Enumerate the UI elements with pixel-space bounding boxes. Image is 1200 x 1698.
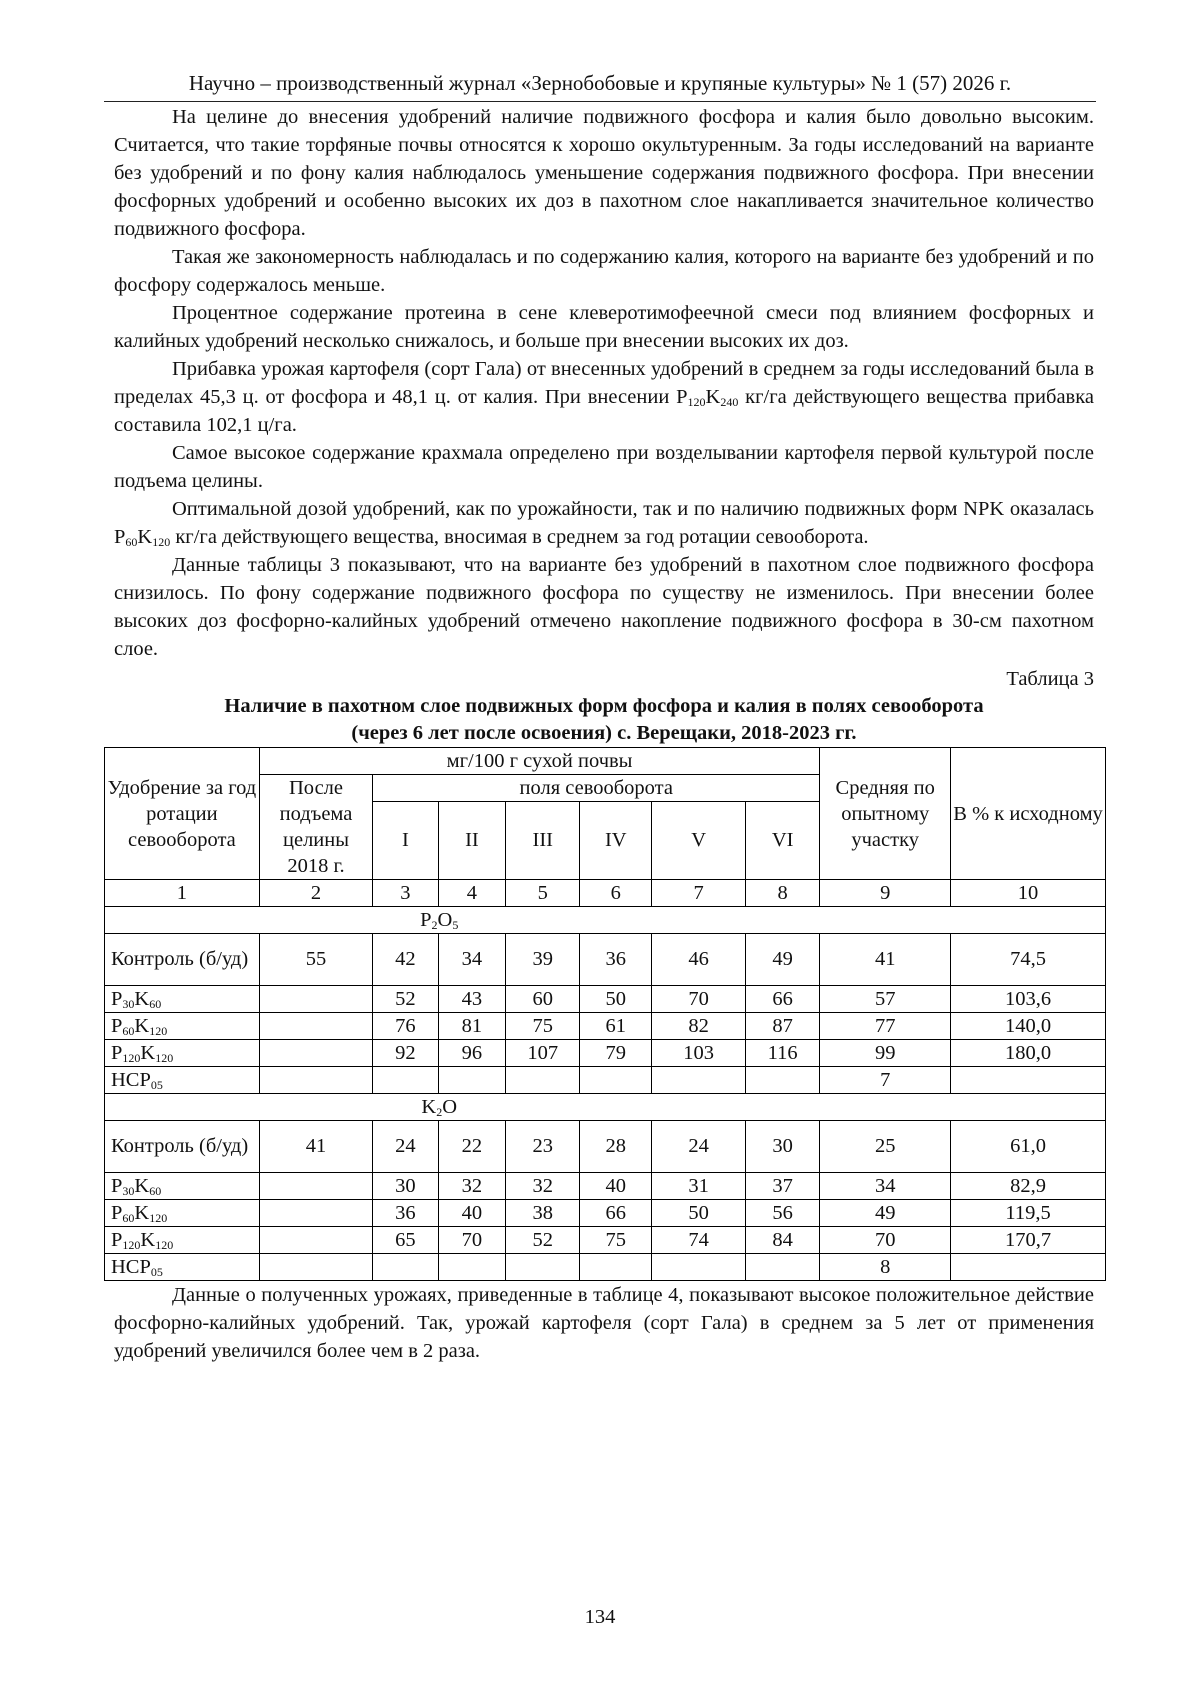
- column-number: 8: [746, 880, 820, 907]
- field-value-cell: 66: [746, 986, 820, 1013]
- section-header-row: [105, 907, 1106, 934]
- average-cell: 70: [820, 1227, 951, 1254]
- field-value-cell: 31: [652, 1173, 746, 1200]
- average-cell: 41: [820, 934, 951, 986]
- field-value-cell: 38: [506, 1200, 580, 1227]
- column-number: 1: [105, 880, 260, 907]
- field-value-cell: 34: [438, 934, 506, 986]
- paragraph: На целине до внесения удобрений наличие подвижного фосфора и калия было довольно высоким. Считается, что такие торфяные почвы относятся к хорошо окультуренным. За годы исследований на варианте без удобрений и по фону калия наблюдалось уменьшение содержания подвижного фосфора. При внесении фосфорных удобрений и особенно высоких их доз в пахотном слое накапливается значительное количество подвижного фосфора.: [114, 106, 1094, 240]
- fertilizer-cell: $P_{60}K_{120}$: [105, 1013, 260, 1040]
- initial-value-cell: [259, 1227, 372, 1254]
- paragraph: Процентное содержание протеина в сене клеверотимофеечной смеси под влиянием фосфорных и калийных удобрений несколько снижалось, и больше при внесении высоких их доз.: [114, 302, 1094, 352]
- field-value-cell: 28: [580, 1121, 652, 1173]
- percent-cell: 170,7: [951, 1227, 1106, 1254]
- field-value-cell: 70: [438, 1227, 506, 1254]
- field-value-cell: 61: [580, 1013, 652, 1040]
- header-average: Средняя по опытному участку: [820, 748, 951, 880]
- field-value-cell: 81: [438, 1013, 506, 1040]
- field-value-cell: 32: [506, 1173, 580, 1200]
- table-title: [104, 693, 1104, 747]
- field-value-cell: 52: [506, 1227, 580, 1254]
- average-cell: 99: [820, 1040, 951, 1067]
- table-row: [105, 1067, 1106, 1094]
- field-value-cell: 82: [652, 1013, 746, 1040]
- table-label: Таблица 3: [1006, 668, 1094, 690]
- field-value-cell: 56: [746, 1200, 820, 1227]
- field-value-cell: [580, 1254, 652, 1281]
- fertilizer-cell: $P_{30}K_{60}$: [105, 1173, 260, 1200]
- initial-value-cell: [259, 1013, 372, 1040]
- average-cell: 77: [820, 1013, 951, 1040]
- percent-cell: 140,0: [951, 1013, 1106, 1040]
- field-value-cell: 79: [580, 1040, 652, 1067]
- soil-nutrient-table: [104, 747, 1106, 1281]
- field-value-cell: 87: [746, 1013, 820, 1040]
- fertilizer-cell: Контроль (б/уд): [105, 934, 260, 986]
- fertilizer-cell: $P_{60}K_{120}$: [105, 1200, 260, 1227]
- field-value-cell: 70: [652, 986, 746, 1013]
- percent-cell: 103,6: [951, 986, 1106, 1013]
- average-cell: 34: [820, 1173, 951, 1200]
- table-row: [105, 1227, 1106, 1254]
- field-value-cell: 74: [652, 1227, 746, 1254]
- header-field: II: [438, 802, 506, 880]
- article-body: [107, 103, 1103, 1365]
- header-percent: В % к исходному: [951, 748, 1106, 880]
- fertilizer-cell: $P_{30}K_{60}$: [105, 986, 260, 1013]
- paragraph: Самое высокое содержание крахмала определено при возделывании картофеля первой культурой после подъема целины.: [114, 442, 1094, 492]
- field-value-cell: 75: [506, 1013, 580, 1040]
- field-value-cell: [506, 1254, 580, 1281]
- field-value-cell: 107: [506, 1040, 580, 1067]
- field-value-cell: 49: [746, 934, 820, 986]
- field-value-cell: 40: [438, 1200, 506, 1227]
- fertilizer-cell: $P_{120}K_{120}$: [105, 1227, 260, 1254]
- header-divider: [104, 101, 1096, 102]
- average-cell: 57: [820, 986, 951, 1013]
- table-row: [105, 1013, 1106, 1040]
- initial-value-cell: [259, 986, 372, 1013]
- table-sections: [105, 907, 1106, 1281]
- paragraph: Данные таблицы 3 показывают, что на варианте без удобрений в пахотном слое подвижного фосфора снизилось. По фону содержание подвижного фосфора по существу не изменилось. При внесении более высоких доз фосфорно-калийных удобрений отмечено накопление подвижного фосфора в 30-см пахотном слое.: [114, 554, 1094, 660]
- initial-value-cell: [259, 1173, 372, 1200]
- section-name: $K_2O$: [373, 1094, 506, 1121]
- field-value-cell: 46: [652, 934, 746, 986]
- field-value-cell: 43: [438, 986, 506, 1013]
- field-value-cell: 103: [652, 1040, 746, 1067]
- paragraph: Данные о полученных урожаях, приведенные в таблице 4, показывают высокое положительное действие фосфорно-калийных удобрений. Так, урожай картофеля (сорт Гала) в среднем за 5 лет от применения удобрений увеличился более чем в 2 раза.: [114, 1284, 1094, 1362]
- paragraph: Прибавка урожая картофеля (сорт Гала) от внесенных удобрений в среднем за годы исследований была в пределах 45,3 ц. от фосфора и 48,1 ц. от калия. При внесении $P_{120}K_{240}$ кг/га действующего вещества прибавка составила 102,1 ц/га.: [114, 358, 1094, 436]
- column-number: 10: [951, 880, 1106, 907]
- table-row: [105, 1040, 1106, 1067]
- field-value-cell: 36: [580, 934, 652, 986]
- field-value-cell: 24: [652, 1121, 746, 1173]
- field-value-cell: 96: [438, 1040, 506, 1067]
- fertilizer-cell: $P_{120}K_{120}$: [105, 1040, 260, 1067]
- table-row: [105, 1121, 1106, 1173]
- field-value-cell: 30: [746, 1121, 820, 1173]
- table-title-line: Наличие в пахотном слое подвижных форм фосфора и калия в полях севооборота: [224, 695, 984, 717]
- field-value-cell: 37: [746, 1173, 820, 1200]
- column-number: 9: [820, 880, 951, 907]
- percent-cell: [951, 1254, 1106, 1281]
- percent-cell: 74,5: [951, 934, 1106, 986]
- table-row: [105, 934, 1106, 986]
- fertilizer-cell: $НСР_{05}$: [105, 1254, 260, 1281]
- page-number: 134: [584, 1606, 616, 1628]
- field-value-cell: 36: [373, 1200, 438, 1227]
- initial-value-cell: [259, 1200, 372, 1227]
- initial-value-cell: [259, 1254, 372, 1281]
- header-field: I: [373, 802, 438, 880]
- column-number: 5: [506, 880, 580, 907]
- field-value-cell: 50: [580, 986, 652, 1013]
- field-value-cell: 39: [506, 934, 580, 986]
- paragraph: Оптимальной дозой удобрений, как по урожайности, так и по наличию подвижных форм NPK оказалась $P_{60}K_{120}$ кг/га действующего вещества, вносимая в среднем за год ротации севооборота.: [114, 498, 1094, 549]
- field-value-cell: 66: [580, 1200, 652, 1227]
- header-field: V: [652, 802, 746, 880]
- percent-cell: 180,0: [951, 1040, 1106, 1067]
- initial-value-cell: 41: [259, 1121, 372, 1173]
- header-after-lifting: После подъема целины 2018 г.: [259, 775, 372, 880]
- field-value-cell: 84: [746, 1227, 820, 1254]
- average-cell: 25: [820, 1121, 951, 1173]
- field-value-cell: 40: [580, 1173, 652, 1200]
- header-field: IV: [580, 802, 652, 880]
- field-value-cell: 60: [506, 986, 580, 1013]
- average-cell: 7: [820, 1067, 951, 1094]
- field-value-cell: 30: [373, 1173, 438, 1200]
- field-value-cell: 52: [373, 986, 438, 1013]
- column-number: 7: [652, 880, 746, 907]
- field-value-cell: [373, 1067, 438, 1094]
- percent-cell: 61,0: [951, 1121, 1106, 1173]
- table-row: [105, 1254, 1106, 1281]
- fertilizer-cell: $НСР_{05}$: [105, 1067, 260, 1094]
- initial-value-cell: [259, 1067, 372, 1094]
- header-field: VI: [746, 802, 820, 880]
- field-value-cell: [438, 1254, 506, 1281]
- header-field: III: [506, 802, 580, 880]
- column-number: 3: [373, 880, 438, 907]
- initial-value-cell: [259, 1040, 372, 1067]
- field-value-cell: 23: [506, 1121, 580, 1173]
- percent-cell: 82,9: [951, 1173, 1106, 1200]
- initial-value-cell: 55: [259, 934, 372, 986]
- section-name: $P_2O_5$: [373, 907, 506, 934]
- table-row: [105, 1173, 1106, 1200]
- column-number: 2: [259, 880, 372, 907]
- field-value-cell: 65: [373, 1227, 438, 1254]
- field-value-cell: 116: [746, 1040, 820, 1067]
- field-value-cell: [652, 1254, 746, 1281]
- field-value-cell: [506, 1067, 580, 1094]
- paragraph: Такая же закономерность наблюдалась и по содержанию калия, которого на варианте без удобрений и по фосфору содержалось меньше.: [114, 246, 1094, 296]
- field-value-cell: [746, 1067, 820, 1094]
- field-value-cell: [438, 1067, 506, 1094]
- column-number: 4: [438, 880, 506, 907]
- section-header-row: [105, 1094, 1106, 1121]
- column-number: 6: [580, 880, 652, 907]
- header-fertilizer: Удобрение за год ротации севооборота: [105, 748, 260, 880]
- average-cell: 8: [820, 1254, 951, 1281]
- field-value-cell: [746, 1254, 820, 1281]
- average-cell: 49: [820, 1200, 951, 1227]
- percent-cell: 119,5: [951, 1200, 1106, 1227]
- field-value-cell: [580, 1067, 652, 1094]
- header-fields: поля севооборота: [373, 775, 820, 802]
- field-value-cell: 32: [438, 1173, 506, 1200]
- field-value-cell: 75: [580, 1227, 652, 1254]
- fertilizer-cell: Контроль (б/уд): [105, 1121, 260, 1173]
- field-value-cell: [373, 1254, 438, 1281]
- field-value-cell: 76: [373, 1013, 438, 1040]
- journal-header: Научно – производственный журнал «Зернобобовые и крупяные культуры» № 1 (57) 2026 г.: [188, 71, 1012, 95]
- table-row: [105, 986, 1106, 1013]
- field-value-cell: 42: [373, 934, 438, 986]
- header-units: мг/100 г сухой почвы: [259, 748, 819, 775]
- percent-cell: [951, 1067, 1106, 1094]
- table-title-line: (через 6 лет после освоения) с. Верещаки, 2018-2023 гг.: [351, 722, 857, 744]
- field-value-cell: 50: [652, 1200, 746, 1227]
- field-value-cell: 24: [373, 1121, 438, 1173]
- field-value-cell: [652, 1067, 746, 1094]
- field-value-cell: 22: [438, 1121, 506, 1173]
- table-row: [105, 1200, 1106, 1227]
- field-value-cell: 92: [373, 1040, 438, 1067]
